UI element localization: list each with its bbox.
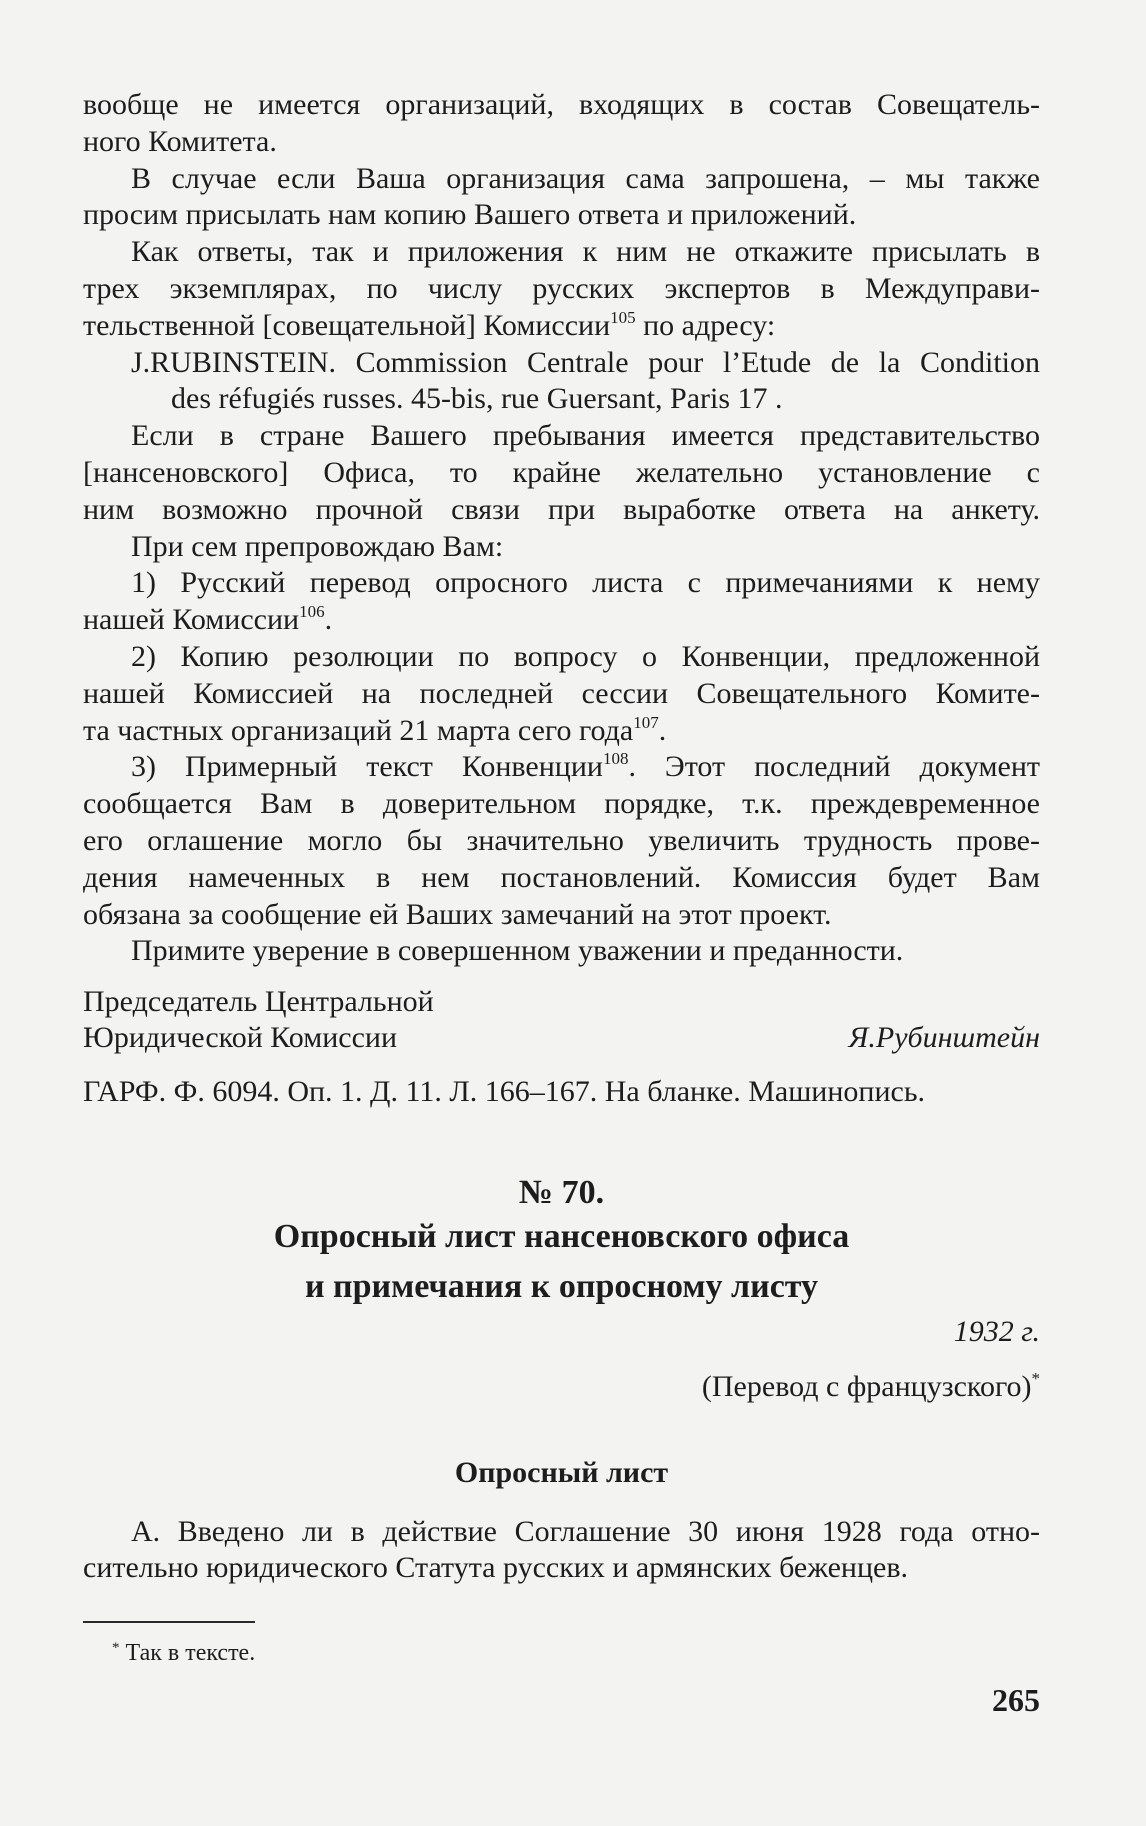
text: 3) Примерный текст Конвенции — [131, 750, 603, 783]
text: . Этот последний документ — [628, 750, 1040, 783]
footnote-ref: * — [1031, 1369, 1040, 1388]
text-line: обязана за сообщение ей Ваших замечаний на этот проект. — [83, 898, 832, 931]
archive-reference: ГАРФ. Ф. 6094. Оп. 1. Д. 11. Л. 166–167. На бланке. Машинопись. — [83, 1075, 926, 1108]
text-line: вообще не имеется организаций, входящих в состав Совещатель- — [83, 88, 1040, 121]
text-line: нашей Комиссией на последней сессии Совещательного Комите- — [83, 677, 1040, 710]
closing-line: Примите уверение в совершенном уважении и преданности. — [131, 934, 904, 967]
text: Юридической Комиссии — [83, 1021, 398, 1054]
text-line: просим присылать нам копию Вашего ответа и приложений. — [83, 198, 857, 231]
text-line — [83, 713, 1040, 749]
document-number: № 70. — [518, 1174, 605, 1211]
footnote-ref: 105 — [610, 308, 636, 327]
translation-note — [83, 1369, 1040, 1405]
text: по адресу: — [635, 309, 776, 342]
signature-name: Я.Рубинштейн — [848, 1021, 1040, 1054]
text-line: 2) Копию резолюции по вопросу о Конвенции, предложенной — [131, 640, 1040, 673]
text: та частных организаций 21 марта сего года — [83, 714, 634, 747]
text-line: ного Комитета. — [83, 125, 277, 158]
text: . — [324, 603, 333, 636]
text-line: [нансеновского] Офиса, то крайне желательно установление с — [83, 456, 1040, 489]
footnote-ref: 108 — [602, 749, 629, 768]
text-line: сообщается Вам в доверительном порядке, т.к. преждевременное — [83, 787, 1040, 820]
page-number: 265 — [992, 1682, 1040, 1718]
footnote-text: Так в тексте. — [125, 1640, 256, 1666]
document-title: Опросный лист нансеновского офиса — [273, 1218, 850, 1255]
section-title: Опросный лист — [454, 1456, 669, 1489]
text-line — [83, 308, 1040, 344]
footnote-ref: 107 — [633, 713, 659, 732]
footnote — [112, 1638, 255, 1668]
text-line: его оглашение могло бы значительно увеличить трудность прове- — [83, 824, 1040, 857]
document-title: и примечания к опросному листу — [304, 1268, 819, 1305]
text-line — [83, 602, 1040, 638]
text: (Перевод с французского) — [701, 1370, 1032, 1403]
text-line: Если в стране Вашего пребывания имеется представительство — [131, 419, 1040, 452]
text: нашей Комиссии — [83, 603, 300, 636]
text: . — [658, 714, 667, 747]
document-date: 1932 г. — [953, 1315, 1040, 1348]
signature-title — [83, 1020, 1040, 1056]
text-line: трех экземплярах, по числу русских экспертов в Междуправи- — [83, 272, 1040, 305]
text-line — [83, 749, 1040, 785]
text: тельственной [совещательной] Комиссии — [83, 309, 611, 342]
text-line: сительно юридического Статута русских и армянских беженцев. — [83, 1551, 908, 1584]
text-line: При сем препровождаю Вам: — [131, 530, 504, 563]
address-line: des réfugiés russes. 45-bis, rue Guersant, Paris 17 . — [171, 382, 783, 415]
footnote-divider — [83, 1621, 255, 1623]
text-line: В случае если Ваша организация сама запрошена, – мы также — [131, 162, 1040, 195]
footnote-mark: * — [112, 1640, 120, 1656]
address-line: J.RUBINSTEIN. Commission Centrale pour l’Etude de la Condition — [131, 346, 1040, 379]
text-line: 1) Русский перевод опросного листа с примечаниями к нему — [131, 566, 1040, 599]
text-line: А. Введено ли в действие Соглашение 30 июня 1928 года отно- — [131, 1515, 1040, 1548]
signature-title: Председатель Центральной — [83, 985, 434, 1018]
text-line: дения намеченных в нем постановлений. Комиссия будет Вам — [83, 861, 1040, 894]
text-line: ним возможно прочной связи при выработке ответа на анкету. — [83, 493, 1040, 526]
text-line: Как ответы, так и приложения к ним не откажите присылать в — [131, 235, 1040, 268]
footnote-ref: 106 — [299, 602, 325, 621]
